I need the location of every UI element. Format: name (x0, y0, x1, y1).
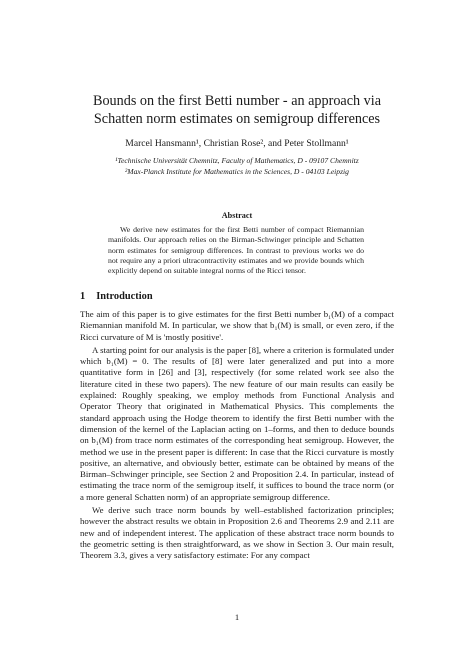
section-number: 1 (80, 291, 86, 302)
affiliation-1: ¹Technische Universität Chemnitz, Faculty of Mathematics, D - 09107 Chemnitz (115, 156, 359, 165)
paragraph-2: A starting point for our analysis is the paper [8], where a criterion is formulated under which b₁(M) = 0. The results of [8] were later generalized and put into a more quantitative form in [26] and [3], respectively (for some related work see also the literature cited in these two papers). The new feature of our main results can easily be explained: Roughly speaking, we employ methods from Functional Analysis and Operator Theory that originated in Mathematical Physics. This complements the standard approach using the Hodge theorem to identify the first Betti number with the dimension of the kernel of the Laplacian acting on 1–forms, and then to deduce bounds on b₁(M) from trace norm estimates of the corresponding heat semigroup. However, the method we use in the present paper is different: In case that the Ricci curvature is mostly positive, an alternative, and obviously better, estimate can be obtained by means of the Birman–Schwinger principle, see Section 2 and Proposition 2.4. In particular, instead of estimating the trace norm of the semigroup itself, it suffices to bound the trace norm (or a more general Schatten norm) of an appropriate semigroup difference. (80, 344, 394, 502)
affiliation-2: ²Max-Planck Institute for Mathematics in the Sciences, D - 04103 Leipzig (125, 166, 349, 176)
paper-title (60, 92, 414, 128)
paragraph-3: We derive such trace norm bounds by well–established factorization principles; however the abstract results we obtain in Proposition 2.6 and Theorems 2.9 and 2.11 are new and of independent interest. The application of these abstract trace norm bounds to the geometric setting is then straightforward, as we show in Section 3. Our main result, Theorem 3.3, gives a very satisfactory estimate: For any compact (80, 505, 394, 561)
page-number: 1 (234, 612, 240, 622)
abstract-text: We derive new estimates for the first Betti number of compact Riemannian manifolds. Our approach relies on the Birman-Schwinger principle and Schatten norm estimates for semigroup differences. In contrast to previous works we do not require any a priori ultracontractivity estimates and we provide bounds which explicitly depend on suitable integral norms of the Ricci tensor. (108, 225, 364, 276)
title-line-2: Schatten norm estimates on semigroup differences (93, 111, 381, 127)
section-title: Introduction (96, 291, 153, 302)
section-heading (80, 291, 153, 302)
section-body (80, 309, 394, 564)
title-line-1: Bounds on the first Betti number - an approach via (92, 93, 382, 109)
abstract-heading: Abstract (221, 211, 253, 220)
author-list: Marcel Hansmann¹, Christian Rose², and Peter Stollmann¹ (125, 138, 349, 149)
affiliations (60, 156, 414, 177)
paragraph-1: The aim of this paper is to give estimates for the first Betti number b₁(M) of a compact Riemannian manifold M. In particular, we show that b₁(M) is small, or even zero, if the Ricci curvature of M is 'mostly positive'. (80, 309, 394, 342)
